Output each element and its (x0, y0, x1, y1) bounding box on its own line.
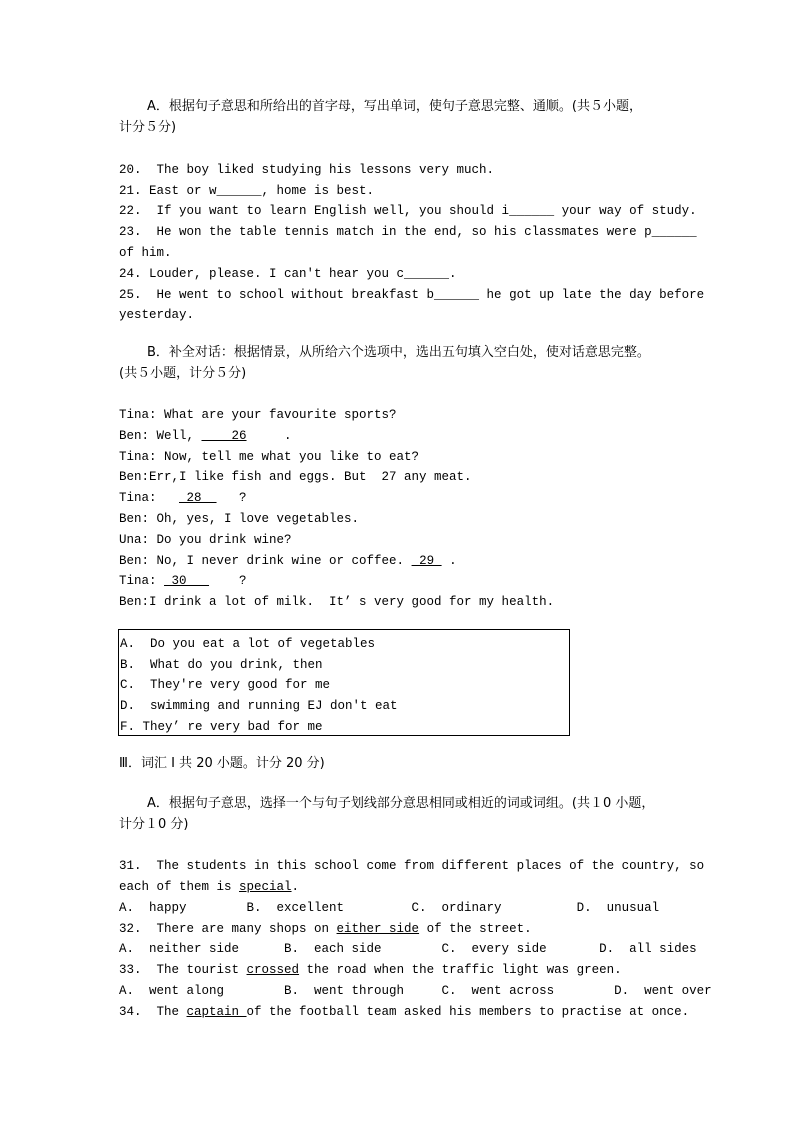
question-text: . (291, 880, 300, 894)
dialogue-text: . (246, 429, 292, 443)
dialogue-text: Tina: (119, 491, 180, 505)
question-text: 34. The (119, 1005, 187, 1019)
dialogue-text: . (441, 554, 457, 568)
dialogue-line (119, 553, 457, 569)
question-31: 31. The students in this school come from different places of the country, so (119, 859, 705, 873)
dialogue-line: Ben: Oh, yes, I love vegetables. (119, 512, 360, 526)
section-iii-a-title: A．根据句子意思，选择一个与句子划线部分意思相同或相近的词或词组。(共１0 小题， (147, 796, 655, 811)
option-a: A. Do you eat a lot of vegetables (120, 637, 376, 651)
option-f: F. They’ re very bad for me (120, 720, 323, 734)
question-text: of the football team asked his members to practise at once. (246, 1005, 690, 1019)
question-23: 23. He won the table tennis match in the end, so his classmates were p______ (119, 225, 697, 239)
blank-26: ____26 (201, 429, 247, 443)
dialogue-text: ? (216, 491, 247, 505)
underlined-word: either side (336, 922, 420, 936)
dialogue-line: Tina: Now, tell me what you like to eat? (119, 450, 420, 464)
section-iii-heading: Ⅲ．词汇 I 共 20 小题。计分 20 分) (119, 756, 325, 771)
dialogue-line (119, 490, 247, 506)
dialogue-line (119, 573, 247, 589)
option-c: C. They're very good for me (120, 678, 331, 692)
question-33-options: A. went along B. went through C. went across D. went over (119, 984, 712, 998)
underlined-word: crossed (246, 963, 300, 977)
question-text: the road when the traffic light was green. (299, 963, 622, 977)
question-23-cont: of him. (119, 246, 172, 260)
question-31-options: A. happy B. excellent C. ordinary D. unusual (119, 901, 660, 915)
section-a-title: A．根据句子意思和所给出的首字母，写出单词，使句子意思完整、通顺。(共５小题， (147, 99, 642, 114)
dialogue-line (119, 428, 292, 444)
dialogue-line: Tina: What are your favourite sports? (119, 408, 397, 422)
underlined-word: captain (186, 1005, 247, 1019)
blank-28: 28 (179, 491, 217, 505)
dialogue-line: Ben:Err,I like fish and eggs. But 27 any meat. (119, 470, 472, 484)
question-text: 32. There are many shops on (119, 922, 337, 936)
dialogue-line: Ben:I drink a lot of milk. It’ s very good for my health. (119, 595, 555, 609)
dialogue-text: ? (209, 574, 247, 588)
question-31-cont (119, 879, 299, 895)
blank-30: 30 (164, 574, 210, 588)
question-text: 33. The tourist (119, 963, 247, 977)
question-32-options: A. neither side B. each side C. every side D. all sides (119, 942, 697, 956)
question-24: 24. Louder, please. I can't hear you c______. (119, 267, 457, 281)
section-a-title-cont: 计分５分) (119, 120, 177, 135)
dialogue-text: Ben: Well, (119, 429, 202, 443)
blank-29: 29 (411, 554, 442, 568)
section-b-title: B．补全对话：根据情景，从所给六个选项中，选出五句填入空白处，使对话意思完整。 (147, 345, 650, 360)
question-34 (119, 1004, 689, 1020)
question-20: 20. The boy liked studying his lessons very much. (119, 163, 495, 177)
option-b: B. What do you drink, then (120, 658, 323, 672)
question-22: 22. If you want to learn English well, you should i______ your way of study. (119, 204, 697, 218)
question-25: 25. He went to school without breakfast b______ he got up late the day before (119, 288, 705, 302)
question-text: each of them is (119, 880, 240, 894)
question-32 (119, 921, 532, 937)
question-21: 21. East or w______, home is best. (119, 184, 375, 198)
dialogue-line: Una: Do you drink wine? (119, 533, 292, 547)
underlined-word: special (239, 880, 292, 894)
question-33 (119, 962, 622, 978)
dialogue-text: Ben: No, I never drink wine or coffee. (119, 554, 412, 568)
question-text: of the street. (419, 922, 532, 936)
section-b-title-cont: (共５小题，计分５分) (119, 366, 247, 381)
option-d: D. swimming and running EJ don't eat (120, 699, 398, 713)
dialogue-text: Tina: (119, 574, 165, 588)
question-25-cont: yesterday. (119, 308, 195, 322)
options-box (118, 629, 570, 736)
section-iii-a-title-cont: 计分１0 分) (119, 817, 189, 832)
